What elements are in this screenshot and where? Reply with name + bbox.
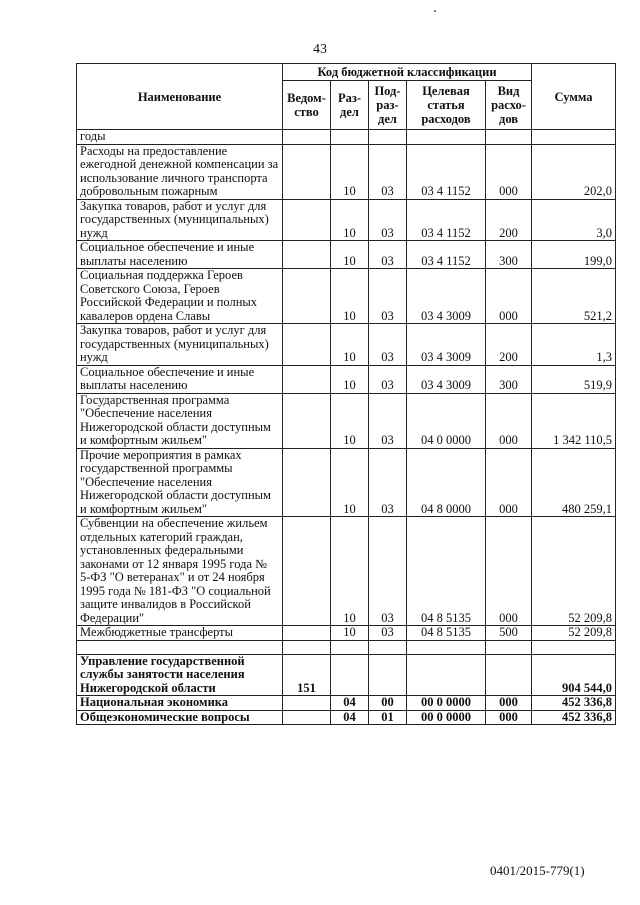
table-row [77, 654, 616, 696]
cell-ved [283, 144, 331, 199]
cell-razd: 10 [331, 517, 369, 626]
cell-podr: 03 [369, 365, 407, 393]
page-number: 43 [313, 42, 327, 57]
cell-podr [369, 130, 407, 145]
cell-name: Национальная экономика [77, 696, 283, 711]
table-row [77, 324, 616, 366]
cell-cs: 00 0 0000 [407, 710, 486, 725]
cell-cs: 04 8 5135 [407, 517, 486, 626]
cell-cs [407, 130, 486, 145]
table-row [77, 626, 616, 641]
cell-sum [532, 640, 616, 654]
cell-vid: 200 [486, 199, 532, 241]
cell-ved [283, 626, 331, 641]
cell-ved [283, 324, 331, 366]
cell-cs [407, 654, 486, 696]
table-row [77, 365, 616, 393]
cell-name: Закупка товаров, работ и услуг для государственных (муниципальных) нужд [77, 199, 283, 241]
table-row [77, 144, 616, 199]
scan-dot [434, 10, 436, 12]
cell-vid [486, 640, 532, 654]
cell-name: Расходы на предоставление ежегодной денежной компенсации за использование личного транспорта добровольным пожарным [77, 144, 283, 199]
cell-razd: 10 [331, 324, 369, 366]
table-row [77, 199, 616, 241]
cell-razd: 04 [331, 710, 369, 725]
cell-sum: 480 259,1 [532, 448, 616, 517]
cell-vid: 300 [486, 365, 532, 393]
cell-sum: 452 336,8 [532, 696, 616, 711]
cell-razd: 10 [331, 199, 369, 241]
header-name: Наименование [77, 64, 283, 130]
cell-cs: 04 8 0000 [407, 448, 486, 517]
cell-cs: 04 8 5135 [407, 626, 486, 641]
cell-razd: 10 [331, 365, 369, 393]
cell-ved [283, 448, 331, 517]
cell-sum: 519,9 [532, 365, 616, 393]
cell-podr: 03 [369, 448, 407, 517]
cell-vid: 000 [486, 144, 532, 199]
cell-sum: 52 209,8 [532, 517, 616, 626]
cell-sum: 1 342 110,5 [532, 393, 616, 448]
cell-razd: 10 [331, 144, 369, 199]
cell-razd: 10 [331, 269, 369, 324]
cell-vid: 000 [486, 393, 532, 448]
cell-ved [283, 696, 331, 711]
cell-ved [283, 640, 331, 654]
cell-sum: 521,2 [532, 269, 616, 324]
cell-vid: 500 [486, 626, 532, 641]
cell-cs: 03 4 3009 [407, 365, 486, 393]
cell-name: Управление государственной службы занятости населения Нижегородской области [77, 654, 283, 696]
cell-sum: 202,0 [532, 144, 616, 199]
cell-podr: 03 [369, 626, 407, 641]
cell-name [77, 640, 283, 654]
table-row [77, 710, 616, 725]
cell-name: Социальное обеспечение и иные выплаты населению [77, 241, 283, 269]
cell-ved [283, 130, 331, 145]
cell-sum: 3,0 [532, 199, 616, 241]
cell-razd: 10 [331, 626, 369, 641]
cell-name: Государственная программа "Обеспечение населения Нижегородской области доступным и комфортным жильем" [77, 393, 283, 448]
cell-ved [283, 269, 331, 324]
cell-podr: 03 [369, 517, 407, 626]
cell-ved [283, 199, 331, 241]
table-row [77, 130, 616, 145]
header-podrazdel: Под-раз-дел [369, 81, 407, 130]
cell-podr: 03 [369, 199, 407, 241]
cell-cs: 00 0 0000 [407, 696, 486, 711]
cell-vid: 000 [486, 269, 532, 324]
cell-ved [283, 241, 331, 269]
cell-podr: 03 [369, 144, 407, 199]
header-razdel: Раз-дел [331, 81, 369, 130]
header-budget-code: Код бюджетной классификации [283, 64, 532, 81]
table-row [77, 448, 616, 517]
cell-razd: 10 [331, 448, 369, 517]
cell-ved [283, 365, 331, 393]
cell-name: Общеэкономические вопросы [77, 710, 283, 725]
cell-ved [283, 710, 331, 725]
header-expense-type: Вид расхо-дов [486, 81, 532, 130]
cell-name: Межбюджетные трансферты [77, 626, 283, 641]
cell-name: годы [77, 130, 283, 145]
table-body [77, 130, 616, 725]
cell-podr: 01 [369, 710, 407, 725]
cell-cs: 03 4 1152 [407, 144, 486, 199]
cell-name: Социальное обеспечение и иные выплаты населению [77, 365, 283, 393]
cell-name: Прочие мероприятия в рамках государственной программы "Обеспечение населения Нижегородской области доступным и комфортным жильем" [77, 448, 283, 517]
cell-vid: 000 [486, 517, 532, 626]
table-row [77, 640, 616, 654]
cell-razd: 04 [331, 696, 369, 711]
cell-vid [486, 654, 532, 696]
cell-vid: 300 [486, 241, 532, 269]
document-number: 0401/2015-779(1) [490, 863, 585, 878]
cell-cs: 03 4 1152 [407, 241, 486, 269]
cell-ved [283, 393, 331, 448]
cell-sum: 199,0 [532, 241, 616, 269]
cell-podr: 00 [369, 696, 407, 711]
cell-vid: 000 [486, 710, 532, 725]
table-row [77, 241, 616, 269]
cell-razd [331, 654, 369, 696]
cell-vid: 000 [486, 448, 532, 517]
cell-razd: 10 [331, 393, 369, 448]
cell-razd [331, 130, 369, 145]
header-target-article: Целевая статья расходов [407, 81, 486, 130]
cell-sum: 1,3 [532, 324, 616, 366]
cell-sum: 452 336,8 [532, 710, 616, 725]
header-sum: Сумма [532, 64, 616, 130]
cell-podr: 03 [369, 269, 407, 324]
cell-podr [369, 640, 407, 654]
table-row [77, 269, 616, 324]
cell-cs [407, 640, 486, 654]
table-row [77, 517, 616, 626]
cell-podr: 03 [369, 241, 407, 269]
cell-podr: 03 [369, 324, 407, 366]
cell-name: Субвенции на обеспечение жильем отдельных категорий граждан, установленных федеральными законами от 12 января 1995 года № 5-ФЗ "О ветеранах" и от 24 ноября 1995 года № 181-ФЗ "О социальной защите инвалидов в Российской Федерации" [77, 517, 283, 626]
cell-podr [369, 654, 407, 696]
cell-razd: 10 [331, 241, 369, 269]
cell-cs: 03 4 3009 [407, 324, 486, 366]
cell-podr: 03 [369, 393, 407, 448]
header-vedomstvo: Ведом-ство [283, 81, 331, 130]
cell-vid: 000 [486, 696, 532, 711]
budget-table [76, 63, 616, 725]
cell-ved: 151 [283, 654, 331, 696]
cell-sum: 904 544,0 [532, 654, 616, 696]
cell-name: Закупка товаров, работ и услуг для государственных (муниципальных) нужд [77, 324, 283, 366]
cell-name: Социальная поддержка Героев Советского Союза, Героев Российской Федерации и полных кавалеров ордена Славы [77, 269, 283, 324]
table-row [77, 393, 616, 448]
cell-cs: 04 0 0000 [407, 393, 486, 448]
cell-vid: 200 [486, 324, 532, 366]
table-row [77, 696, 616, 711]
cell-razd [331, 640, 369, 654]
cell-sum: 52 209,8 [532, 626, 616, 641]
cell-vid [486, 130, 532, 145]
cell-ved [283, 517, 331, 626]
cell-sum [532, 130, 616, 145]
cell-cs: 03 4 1152 [407, 199, 486, 241]
cell-cs: 03 4 3009 [407, 269, 486, 324]
